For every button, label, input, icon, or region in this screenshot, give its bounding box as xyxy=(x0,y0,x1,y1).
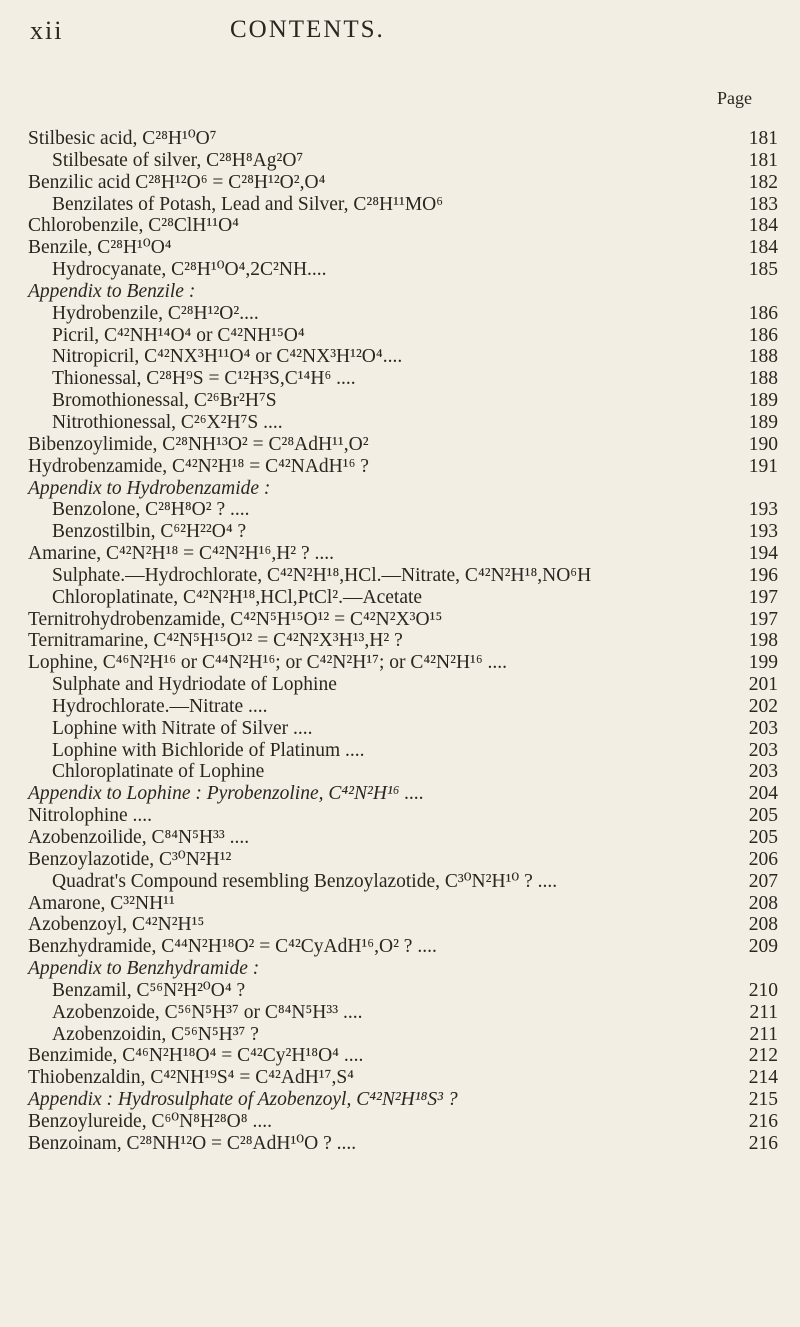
toc-entry-title: Amarone, C³²NH¹¹ xyxy=(28,892,175,914)
toc-entry xyxy=(0,565,800,587)
toc-entry-page: 205 xyxy=(748,827,778,848)
toc-entry-page: 185 xyxy=(748,259,778,281)
toc-entry xyxy=(0,128,800,150)
toc-entry xyxy=(0,893,800,915)
toc-entry-page: 183 xyxy=(748,193,778,215)
toc-entry-page: 209 xyxy=(748,936,778,958)
toc-entry-title: Benzoylureide, C⁶⁰N⁸H²⁸O⁸ .... xyxy=(28,1110,272,1132)
toc-entry xyxy=(0,412,800,434)
toc-entry-title: Stilbesate of silver, C²⁸H⁸Ag²O⁷ xyxy=(52,149,304,171)
toc-entry-title: Azobenzoilide, C⁸⁴N⁵H³³ .... xyxy=(28,827,250,848)
toc-entry xyxy=(0,434,800,456)
toc-entry-page: 202 xyxy=(748,695,778,717)
toc-entry xyxy=(0,827,800,849)
toc-entry-page: 216 xyxy=(748,1132,778,1154)
toc-entry-title: Lophine, C⁴⁶N²H¹⁶ or C⁴⁴N²H¹⁶; or C⁴²N²H¹⁷; or C⁴²N²H¹⁶ .... xyxy=(28,652,508,674)
toc-entry-title: Nitropicril, C⁴²NX³H¹¹O⁴ or C⁴²NX³H¹²O⁴.... xyxy=(52,346,403,368)
toc-entry xyxy=(0,1024,800,1046)
toc-entry xyxy=(0,303,800,325)
toc-entry-page: 198 xyxy=(748,630,778,652)
toc-entry-title: Benzhydramide, C⁴⁴N²H¹⁸O² = C⁴²CyAdH¹⁶,O² ? .... xyxy=(28,936,437,958)
toc-entry-page: 184 xyxy=(748,215,778,237)
toc-entry xyxy=(0,783,800,805)
toc-entry-title: Azobenzoyl, C⁴²N²H¹⁵ xyxy=(28,914,205,936)
toc-entry-title: Chloroplatinate of Lophine xyxy=(52,761,265,783)
toc-entry-page: 194 xyxy=(748,543,778,565)
toc-entry-title: Sulphate and Hydriodate of Lophine xyxy=(52,674,337,696)
toc-entry-title: Nitrolophine .... xyxy=(28,805,153,827)
toc-entry xyxy=(0,215,800,237)
toc-entry-page: 186 xyxy=(748,324,778,346)
toc-entry-title: Lophine with Bichloride of Platinum .... xyxy=(52,739,365,761)
toc-entry-page: 190 xyxy=(748,433,778,455)
toc-entry-page: 191 xyxy=(748,455,778,477)
toc-entry-page: 208 xyxy=(748,914,778,936)
toc-entry xyxy=(0,368,800,390)
running-head xyxy=(0,12,800,52)
toc-entry xyxy=(0,521,800,543)
toc-entry xyxy=(0,609,800,631)
toc-entry xyxy=(0,237,800,259)
toc-entry xyxy=(0,172,800,194)
toc-entry-page: 184 xyxy=(748,237,778,259)
toc-entry xyxy=(0,696,800,718)
toc-entry-page: 182 xyxy=(748,171,778,193)
toc-entry-title: Bromothionessal, C²⁶Br²H⁷S xyxy=(52,390,277,412)
toc-entry xyxy=(0,587,800,609)
toc-entry-page: 205 xyxy=(748,805,778,827)
toc-entry xyxy=(0,390,800,412)
toc-entry-page: 206 xyxy=(748,848,778,870)
toc-entry-title: Ternitrohydrobenzamide, C⁴²N⁵H¹⁵O¹² = C⁴²N²X³O¹⁵ xyxy=(28,608,443,630)
toc-entry-page: 189 xyxy=(748,411,778,433)
toc-entry-page: 199 xyxy=(748,652,778,674)
toc-entry-page: 211 xyxy=(749,1023,778,1045)
toc-entry-page: 188 xyxy=(748,368,778,390)
toc-entry xyxy=(0,958,800,980)
toc-entry xyxy=(0,936,800,958)
toc-entry-page: 212 xyxy=(748,1045,778,1067)
toc-entry-page: 201 xyxy=(748,674,778,696)
toc-entry-page: 203 xyxy=(748,761,778,783)
toc-entry xyxy=(0,718,800,740)
toc-entry-title: Appendix to Benzile : xyxy=(28,280,196,302)
toc-entry-title: Stilbesic acid, C²⁸H¹⁰O⁷ xyxy=(28,128,217,149)
toc-entry-page: 210 xyxy=(748,979,778,1001)
toc-entry xyxy=(0,674,800,696)
toc-entry-page: 208 xyxy=(748,892,778,914)
toc-entry-title: Appendix : Hydrosulphate of Azobenzoyl, C⁴²N²H¹⁸S³ ? xyxy=(28,1089,458,1111)
toc-entry xyxy=(0,652,800,674)
toc-entry xyxy=(0,1133,800,1155)
toc-entry xyxy=(0,740,800,762)
toc-entry-title: Chloroplatinate, C⁴²N²H¹⁸,HCl,PtCl².—Acetate xyxy=(52,586,423,608)
toc-entry-page: 186 xyxy=(748,302,778,324)
toc-entry-title: Azobenzoidin, C⁵⁶N⁵H³⁷ ? xyxy=(52,1023,259,1045)
toc-entry-page: 214 xyxy=(748,1067,778,1089)
toc-entry-title: Thionessal, C²⁸H⁹S = C¹²H³S,C¹⁴H⁶ .... xyxy=(52,368,356,390)
toc-entry xyxy=(0,805,800,827)
toc-entry xyxy=(0,1111,800,1133)
page-number: xii xyxy=(30,16,64,45)
toc-entry xyxy=(0,871,800,893)
toc-entry-page: 215 xyxy=(748,1089,778,1111)
toc-entry-title: Ternitramarine, C⁴²N⁵H¹⁵O¹² = C⁴²N²X³H¹³,H² ? xyxy=(28,630,403,652)
toc-entry xyxy=(0,1067,800,1089)
toc-entry-title: Benzoylazotide, C³⁰N²H¹² xyxy=(28,848,232,870)
toc-entry xyxy=(0,1045,800,1067)
toc-entry xyxy=(0,478,800,500)
toc-entry xyxy=(0,914,800,936)
toc-entry-title: Sulphate.—Hydrochlorate, C⁴²N²H¹⁸,HCl.—Nitrate, C⁴²N²H¹⁸,NO⁶H xyxy=(52,564,592,586)
toc-entry xyxy=(0,630,800,652)
toc-entry-page: 207 xyxy=(748,870,778,892)
toc-entry-title: Hydrobenzile, C²⁸H¹²O².... xyxy=(52,302,259,324)
toc-entry-title: Picril, C⁴²NH¹⁴O⁴ or C⁴²NH¹⁵O⁴ xyxy=(52,324,305,346)
toc-entry-title: Benzile, C²⁸H¹⁰O⁴ xyxy=(28,237,172,259)
toc-entry-title: Lophine with Nitrate of Silver .... xyxy=(52,717,313,739)
toc-entry-title: Hydrocyanate, C²⁸H¹⁰O⁴,2C²NH.... xyxy=(52,259,327,281)
toc-entry-page: 204 xyxy=(748,783,778,805)
toc-entry-page: 203 xyxy=(748,717,778,739)
toc-entry-title: Nitrothionessal, C²⁶X²H⁷S .... xyxy=(52,411,283,433)
toc-entry-page: 193 xyxy=(748,521,778,543)
toc-entry-page: 211 xyxy=(749,1001,778,1023)
toc-entry xyxy=(0,150,800,172)
toc-entry-title: Appendix to Benzhydramide : xyxy=(28,958,260,980)
toc-entry-title: Quadrat's Compound resembling Benzoylazotide, C³⁰N²H¹⁰ ? .... xyxy=(52,870,558,892)
toc-entry xyxy=(0,1089,800,1111)
toc-entry xyxy=(0,849,800,871)
toc-entry xyxy=(0,456,800,478)
toc-entry xyxy=(0,980,800,1002)
toc-entry xyxy=(0,346,800,368)
toc-entry-title: Benzilic acid C²⁸H¹²O⁶ = C²⁸H¹²O²,O⁴ xyxy=(28,171,326,193)
toc-entry xyxy=(0,499,800,521)
toc-entry xyxy=(0,1002,800,1024)
toc-entry xyxy=(0,325,800,347)
toc-entry-title: Benzolone, C²⁸H⁸O² ? .... xyxy=(52,499,250,521)
toc-entry-page: 196 xyxy=(748,564,778,586)
page-column-label: Page xyxy=(717,88,752,108)
toc-entry xyxy=(0,761,800,783)
toc-entry-title: Thiobenzaldin, C⁴²NH¹⁹S⁴ = C⁴²AdH¹⁷,S⁴ xyxy=(28,1067,354,1089)
toc-entry-page: 193 xyxy=(748,499,778,521)
toc-entry-page: 189 xyxy=(748,390,778,412)
toc-entry-title: Benzoinam, C²⁸NH¹²O = C²⁸AdH¹⁰O ? .... xyxy=(28,1132,357,1154)
toc-entry-title: Chlorobenzile, C²⁸ClH¹¹O⁴ xyxy=(28,215,239,237)
toc-entry-page: 197 xyxy=(748,586,778,608)
toc-entry-page: 181 xyxy=(748,149,778,171)
toc-entry xyxy=(0,543,800,565)
toc-entry-title: Benzamil, C⁵⁶N²H²⁰O⁴ ? xyxy=(52,979,246,1001)
toc-entry-title: Hydrochlorate.—Nitrate .... xyxy=(52,695,268,717)
toc-entry-page: 216 xyxy=(748,1110,778,1132)
running-title: CONTENTS. xyxy=(230,16,385,43)
toc-entry xyxy=(0,259,800,281)
toc-entry-title: Appendix to Lophine : Pyrobenzoline, C⁴²N²H¹⁶ .... xyxy=(28,783,424,805)
toc-entry-title: Azobenzoide, C⁵⁶N⁵H³⁷ or C⁸⁴N⁵H³³ .... xyxy=(52,1001,363,1023)
toc-entry-title: Amarine, C⁴²N²H¹⁸ = C⁴²N²H¹⁶,H² ? .... xyxy=(28,543,335,565)
toc-entry-title: Benzilates of Potash, Lead and Silver, C²⁸H¹¹MO⁶ xyxy=(52,193,444,215)
toc-entry-page: 197 xyxy=(748,608,778,630)
toc-entry-page: 203 xyxy=(748,739,778,761)
toc-entry-title: Bibenzoylimide, C²⁸NH¹³O² = C²⁸AdH¹¹,O² xyxy=(28,433,369,455)
toc-entry xyxy=(0,281,800,303)
toc-entry-title: Hydrobenzamide, C⁴²N²H¹⁸ = C⁴²NAdH¹⁶ ? xyxy=(28,455,369,477)
toc-entry-page: 181 xyxy=(748,128,778,149)
toc-entry-title: Benzostilbin, C⁶²H²²O⁴ ? xyxy=(52,521,247,543)
table-of-contents xyxy=(0,128,800,1155)
toc-entry-page: 188 xyxy=(748,346,778,368)
toc-entry-title: Benzimide, C⁴⁶N²H¹⁸O⁴ = C⁴²Cy²H¹⁸O⁴ .... xyxy=(28,1045,364,1067)
toc-entry xyxy=(0,194,800,216)
toc-entry-title: Appendix to Hydrobenzamide : xyxy=(28,477,271,499)
